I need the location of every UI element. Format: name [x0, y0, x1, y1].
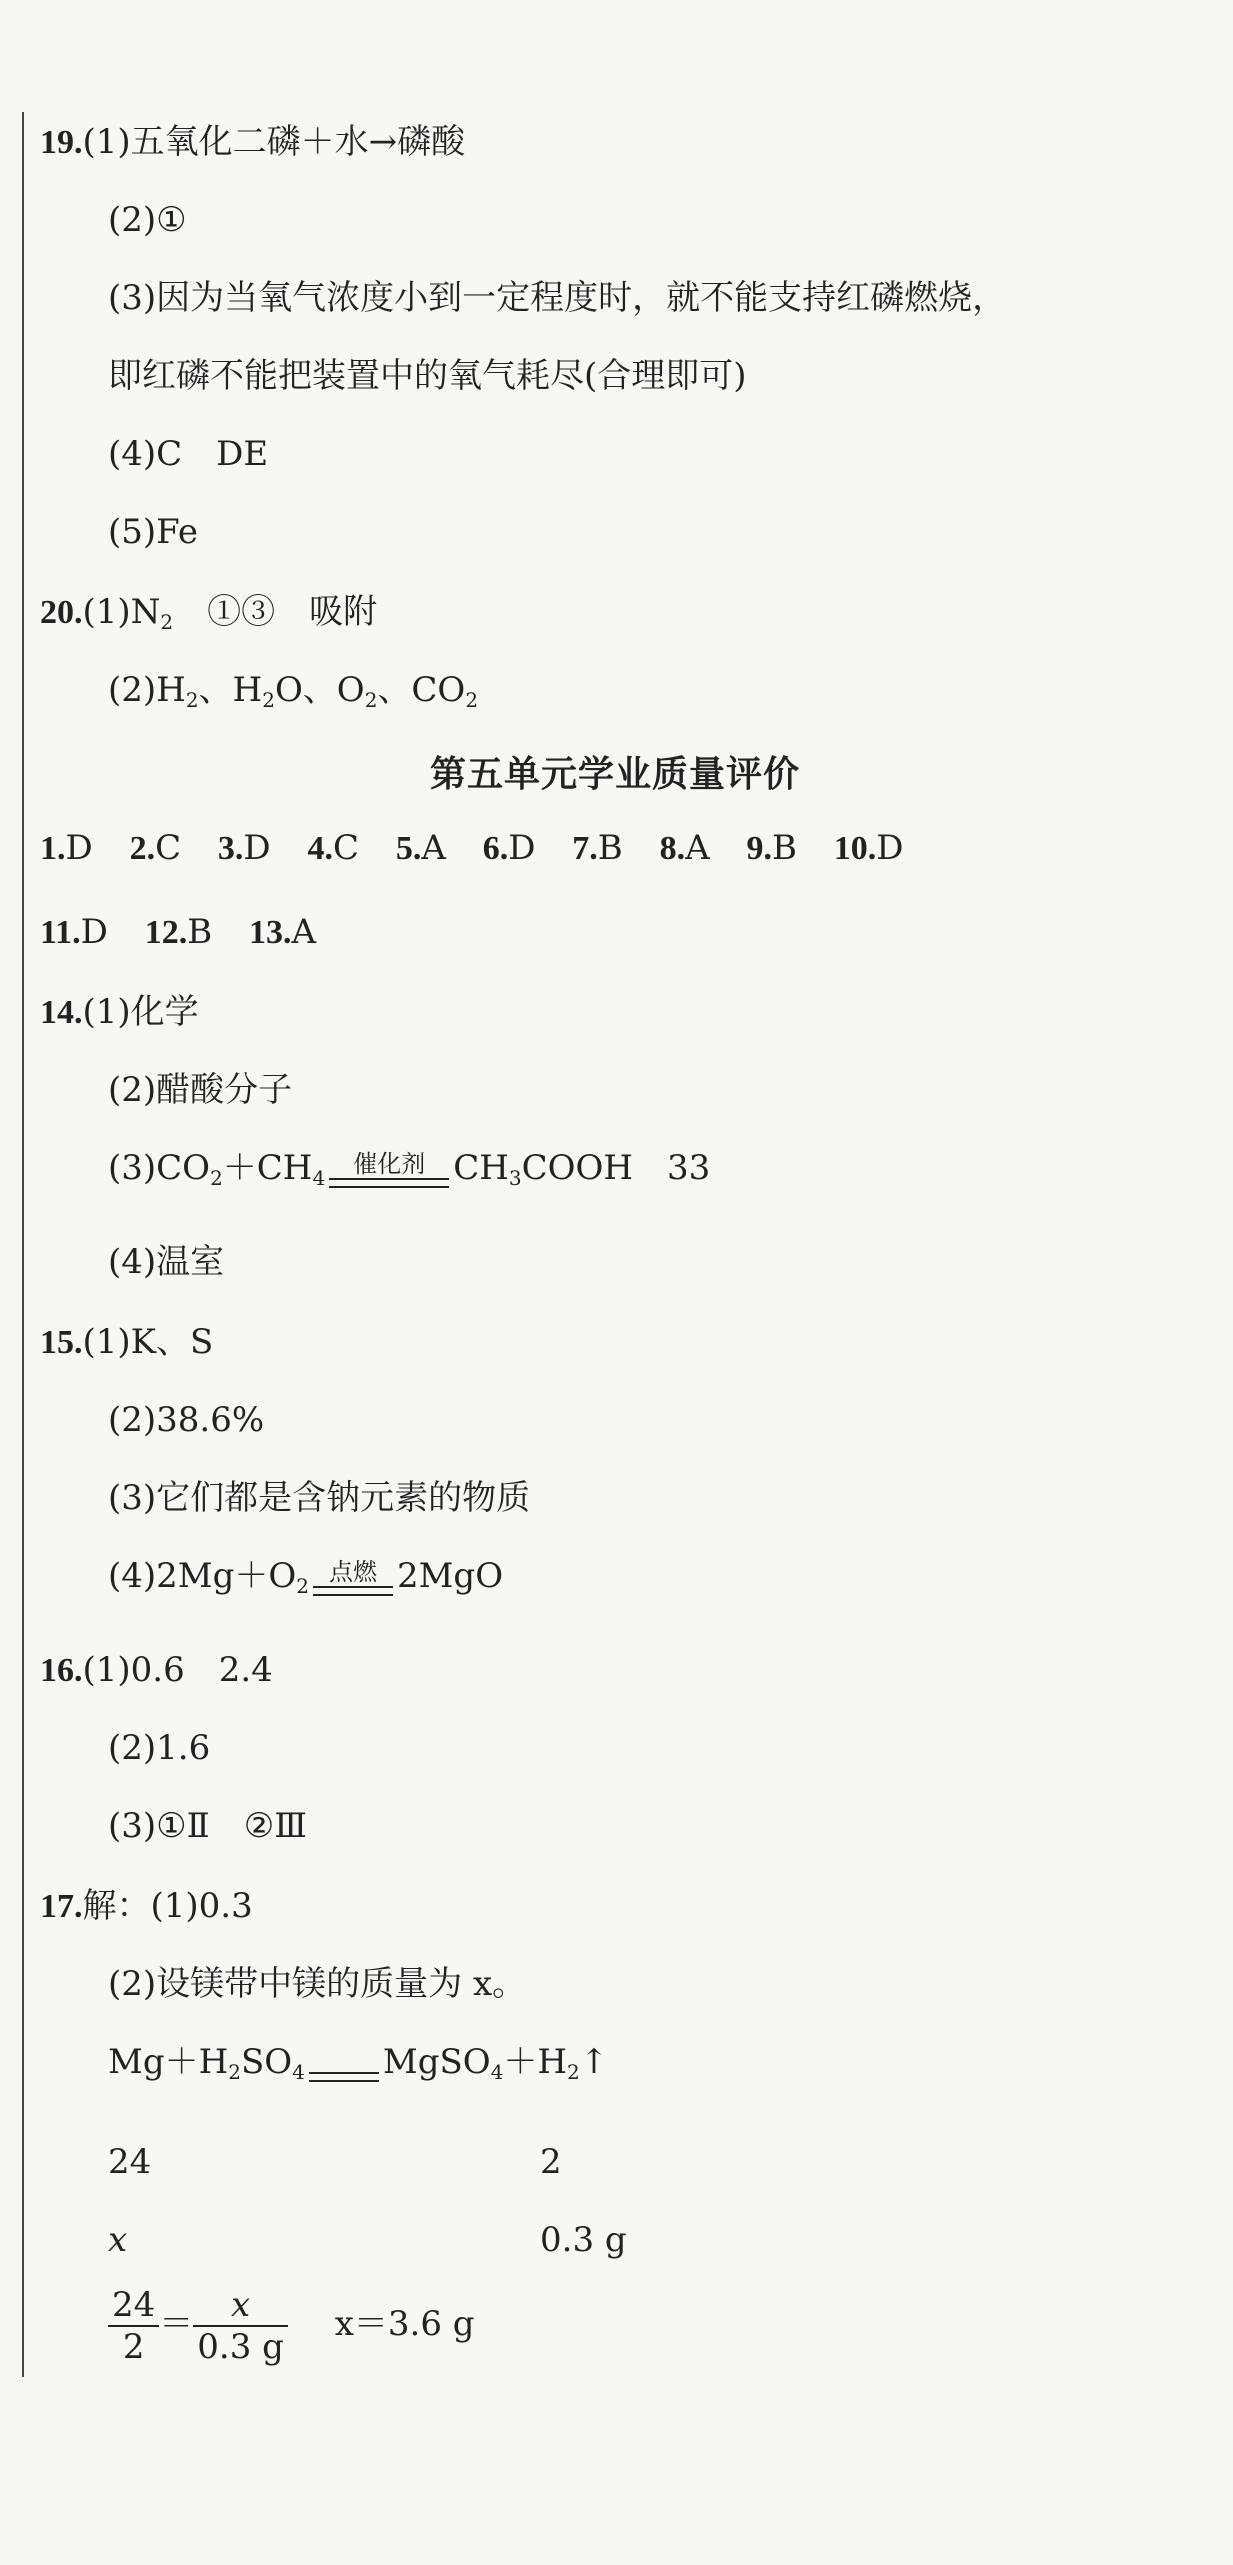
q14-part1: (1)化学 — [82, 992, 199, 1032]
denominator: 2 — [122, 2327, 145, 2367]
q14-part3 — [108, 1146, 710, 1206]
reaction-arrow — [313, 1558, 393, 1608]
q14-number: 14. — [40, 994, 83, 1031]
subscript: 2 — [210, 1166, 223, 1190]
q20-part1-rest: ①③ 吸附 — [173, 592, 378, 632]
mc-item — [40, 828, 93, 868]
q14-part4: (4)温室 — [108, 1242, 225, 1282]
mc-answer: D — [80, 912, 108, 952]
q20-part2 — [108, 668, 478, 722]
mc-answer: B — [597, 828, 623, 868]
text: ＋H — [503, 2042, 568, 2082]
section-heading: 第五单元学业质量评价 — [429, 754, 800, 795]
q15-number: 15. — [40, 1324, 83, 1361]
mc-num: 2. — [129, 830, 156, 867]
q19-part2: (2)① — [108, 200, 187, 240]
mc-num: 13. — [249, 914, 292, 951]
subscript: 4 — [312, 1166, 326, 1190]
q17-ratio-row1 — [108, 2140, 151, 2184]
q19-number: 19. — [40, 124, 83, 161]
mc-item — [572, 828, 623, 868]
fraction — [193, 2285, 288, 2367]
mc-num: 12. — [144, 914, 188, 951]
mc-item — [145, 912, 213, 952]
mc-num: 6. — [482, 830, 509, 867]
text: MgSO — [382, 2042, 491, 2082]
mc-item — [660, 828, 710, 868]
q19-part1: (1)五氧化二磷＋水→磷酸 — [82, 122, 466, 162]
q14-line1 — [40, 990, 199, 1035]
subscript: 2 — [465, 688, 479, 712]
subscript: 2 — [185, 688, 199, 712]
mc-answer: B — [187, 912, 213, 952]
text: COOH 33 — [521, 1148, 711, 1188]
mc-answer: D — [65, 828, 93, 868]
mc-num: 7. — [572, 830, 598, 867]
reaction-condition: 催化剂 — [353, 1150, 426, 1178]
mc-answer: D — [508, 828, 536, 868]
text: (4)2Mg＋O — [108, 1556, 297, 1596]
q17-part2: (2)设镁带中镁的质量为 x。 — [108, 1964, 527, 2004]
mc-answer: A — [685, 828, 710, 868]
q16-number: 16. — [40, 1652, 83, 1689]
subscript: 2 — [364, 688, 378, 712]
mc-num: 11. — [40, 914, 81, 951]
q19-part3b: 即红磷不能把装置中的氧气耗尽(合理即可) — [108, 356, 747, 396]
subscript: 4 — [490, 2060, 504, 2084]
numerator: x — [193, 2285, 288, 2327]
mc-row-2 — [40, 910, 342, 955]
result: x＝3.6 g — [334, 2304, 475, 2344]
mc-item — [218, 828, 271, 868]
q16-part1: (1)0.6 2.4 — [82, 1650, 273, 1690]
mc-answer: A — [291, 912, 317, 952]
text: CH — [453, 1148, 509, 1188]
q17-ratio-row1-right: 2 — [540, 2142, 562, 2182]
equals-sign: ＝ — [159, 2304, 194, 2344]
q15-part4 — [108, 1554, 503, 1614]
q19-part5: (5)Fe — [108, 512, 199, 552]
subscript: 2 — [228, 2060, 241, 2084]
text: (2)H — [108, 670, 186, 710]
q20-part1: (1)N — [82, 592, 161, 632]
mc-num: 5. — [395, 830, 422, 867]
text: ＋CH — [222, 1148, 313, 1188]
mc-item — [746, 828, 797, 868]
q20-line1 — [40, 590, 377, 644]
subscript: 4 — [292, 2060, 305, 2084]
q17-part1: 解：(1)0.3 — [82, 1886, 253, 1926]
reaction-equals — [309, 2072, 379, 2094]
mc-answer: B — [771, 828, 797, 868]
q17-equation — [108, 2040, 608, 2100]
subscript: 2 — [160, 610, 174, 634]
mc-answer: D — [876, 828, 904, 868]
q17-line1 — [40, 1884, 253, 1929]
gas-arrow: ↑ — [579, 2042, 609, 2082]
text: SO — [240, 2042, 293, 2082]
mc-answer: D — [243, 828, 271, 868]
mc-answer: A — [421, 828, 446, 868]
mc-num: 9. — [746, 830, 772, 867]
subscript: 3 — [508, 1166, 522, 1190]
numerator: 24 — [108, 2285, 159, 2327]
mc-num: 8. — [659, 830, 686, 867]
q19-part3a: (3)因为当氧气浓度小到一定程度时，就不能支持红磷燃烧， — [108, 278, 1007, 318]
reaction-condition: 点燃 — [328, 1558, 377, 1586]
mc-item — [307, 828, 359, 868]
mc-num: 10. — [833, 830, 877, 867]
q17-ratio-row2-right: 0.3 g — [540, 2220, 627, 2260]
text: O、O — [274, 670, 365, 710]
text: (3)CO — [108, 1148, 211, 1188]
text: Mg＋H — [108, 2042, 229, 2082]
text: 2MgO — [396, 1556, 504, 1596]
mc-item — [396, 828, 446, 868]
mc-answer: C — [332, 828, 359, 868]
denominator: 0.3 g — [197, 2327, 284, 2367]
mc-row-1 — [40, 826, 930, 871]
text: 、CO — [377, 670, 466, 710]
mc-item — [130, 828, 182, 868]
reaction-arrow — [329, 1150, 449, 1200]
q17-ratio-row2: x — [108, 2220, 128, 2260]
q17-proportion — [108, 2285, 475, 2375]
q15-line1 — [40, 1320, 213, 1365]
q15-part2: (2)38.6% — [108, 1400, 265, 1440]
q19-line1 — [40, 120, 465, 165]
mc-num: 3. — [217, 830, 244, 867]
mc-answer: C — [155, 828, 182, 868]
subscript: 2 — [296, 1574, 309, 1598]
q16-part3: (3)①Ⅱ ②Ⅲ — [108, 1806, 308, 1846]
mc-item — [483, 828, 536, 868]
q17-number: 17. — [40, 1888, 83, 1925]
margin-rule — [22, 112, 24, 2377]
fraction — [108, 2285, 159, 2367]
subscript: 2 — [262, 688, 275, 712]
q15-part3: (3)它们都是含钠元素的物质 — [108, 1478, 531, 1518]
mc-item — [834, 828, 904, 868]
q19-part4: (4)C DE — [108, 434, 269, 474]
mc-num: 1. — [40, 830, 66, 867]
q15-part1: (1)K、S — [82, 1322, 214, 1362]
q16-part2: (2)1.6 — [108, 1728, 211, 1768]
subscript: 2 — [567, 2060, 580, 2084]
q20-number: 20. — [40, 594, 83, 631]
mc-num: 4. — [307, 830, 333, 867]
q16-line1 — [40, 1648, 273, 1693]
text: 24 — [108, 2142, 152, 2182]
q14-part2: (2)醋酸分子 — [108, 1070, 293, 1110]
mc-item — [40, 912, 108, 952]
mc-item — [249, 912, 316, 952]
text: 、H — [198, 670, 263, 710]
